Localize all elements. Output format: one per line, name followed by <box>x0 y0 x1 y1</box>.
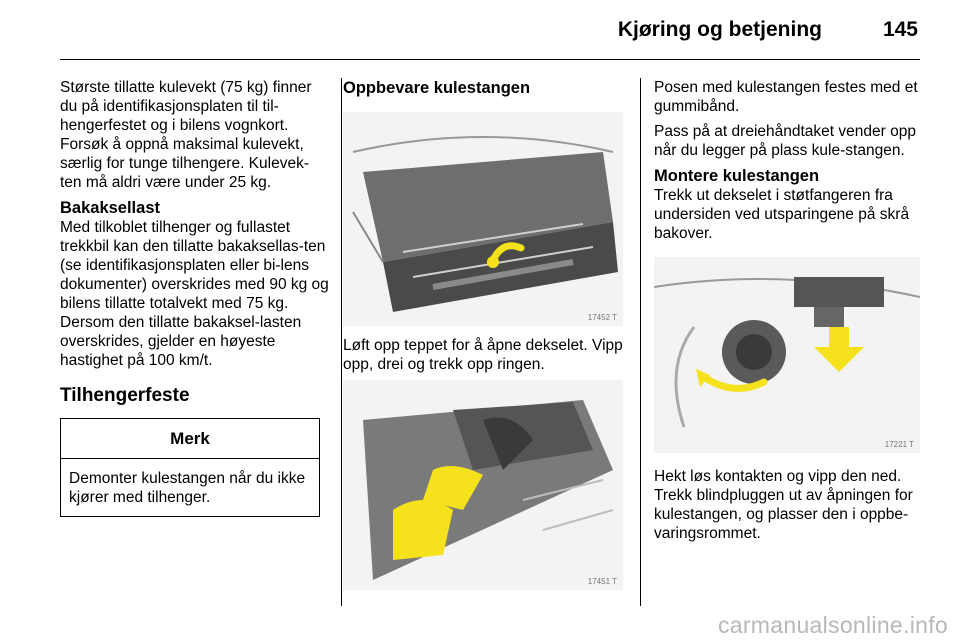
bakaksellast-paragraph: Med tilkoblet tilhenger og fullastet trekkbil kan den tillatte bakaksellas-ten (se identifikasjonsplaten eller bi-lens dokumenter) overskrides med 90 kg og bilens tillatte totalvekt med 75 kg. Dersom den tillatte bakaksel-lasten overskrides, gjelder en høyeste hastighet på 100 km/t. <box>60 219 329 369</box>
intro-paragraph: Største tillatte kulevekt (75 kg) finner du på identifikasjonsplaten til til-hengerfestet og i bilens vognkort. Forsøk å oppnå maksimal kulevekt, særlig for tunge tilhengere. Kulevek-ten må aldri være under 25 kg. <box>60 79 312 191</box>
bakaksellast-heading: Bakaksellast <box>60 199 160 217</box>
storage-illustration <box>343 380 623 590</box>
trunk-cover-illustration <box>343 112 623 326</box>
column-right <box>654 78 924 549</box>
bumper-illustration <box>654 257 920 453</box>
figure3-label: 17221 T <box>884 440 914 449</box>
figure-bumper <box>654 257 920 453</box>
figure-caption: Løft opp teppet for å åpne dekselet. Vipp opp, drei og trekk opp ringen. <box>343 337 623 373</box>
note-text: Demonter kulestangen når du ikke kjører med tilhenger. <box>69 470 306 506</box>
montere-heading: Montere kulestangen <box>654 167 820 185</box>
header-divider <box>60 59 920 60</box>
bag-paragraph: Posen med kulestangen festes med et gummibånd. <box>654 79 918 115</box>
figure2-label: 17451 T <box>587 577 617 586</box>
note-box <box>60 418 320 517</box>
unhook-paragraph: Hekt løs kontakten og vipp den ned. Trekk blindpluggen ut av åpningen for kulestangen, og plasser den i oppbe-varingsrommet. <box>654 468 913 542</box>
tilhengerfeste-heading: Tilhengerfeste <box>60 385 190 406</box>
column-left <box>60 78 330 517</box>
note-title: Merk <box>61 419 319 459</box>
watermark: carmanualsonline.info <box>717 612 948 638</box>
handle-paragraph: Pass på at dreiehåndtaket vender opp når du legger på plass kule-stangen. <box>654 123 916 159</box>
page-title: Kjøring og betjening <box>617 18 822 41</box>
column-divider-2 <box>640 78 641 606</box>
column-divider-1 <box>341 78 342 606</box>
oppbevare-heading: Oppbevare kulestangen <box>343 79 531 97</box>
figure1-label: 17452 T <box>587 313 617 322</box>
column-middle <box>343 78 633 590</box>
figure-storage <box>343 380 623 590</box>
page-number: 145 <box>882 18 918 41</box>
figure-trunk-cover <box>343 112 623 326</box>
montere-paragraph: Trekk ut dekselet i støtfangeren fra undersiden ved utsparingene på skrå bakover. <box>654 187 910 242</box>
